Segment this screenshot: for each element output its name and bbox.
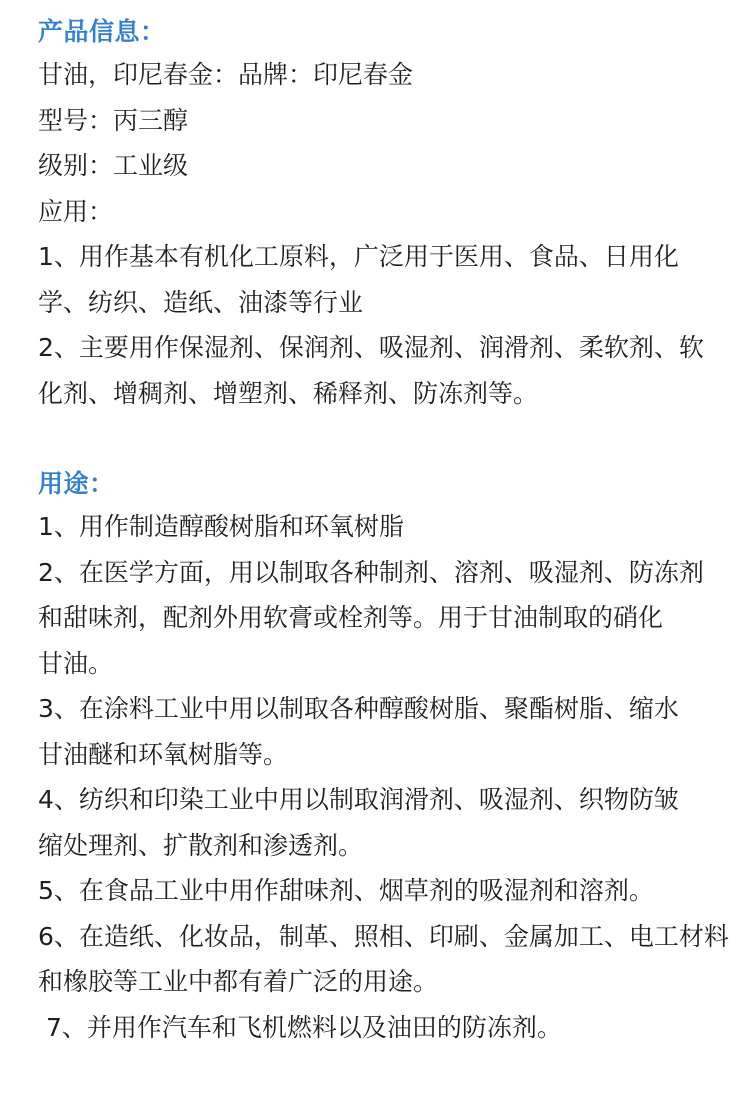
- product-info-line: 应用：: [38, 196, 114, 226]
- uses-line: 和橡胶等工业中都有着广泛的用途。: [38, 967, 439, 996]
- product-info-line: 甘油，印尼春金：品牌：印尼春金: [38, 60, 414, 89]
- uses-heading: 用途：: [38, 469, 115, 498]
- uses-line: 3、在涂料工业中用以制取各种醇酸树脂、聚酯树脂、缩水: [38, 694, 679, 723]
- product-info-line: 型号：丙三醇: [38, 105, 189, 135]
- uses-line: 6、在造纸、化妆品，制革、照相、印刷、金属加工、电工材料: [38, 921, 729, 951]
- uses-line: 4、纺织和印染工业中用以制取润滑剂、吸湿剂、织物防皱: [38, 785, 679, 814]
- uses-line: 2、在医学方面，用以制取各种制剂、溶剂、吸湿剂、防冻剂: [38, 557, 704, 587]
- uses-line: 和甜味剂，配剂外用软膏或栓剂等。用于甘油制取的硝化: [38, 603, 664, 632]
- product-info-line: 化剂、增稠剂、增塑剂、稀释剂、防冻剂等。: [38, 378, 539, 408]
- uses-line: 缩处理剂、扩散剂和渗透剂。: [38, 830, 364, 860]
- product-info-heading: 产品信息：: [38, 17, 166, 46]
- uses-line: 7、并用作汽车和飞机燃料以及油田的防冻剂。: [46, 1012, 562, 1042]
- product-info-line: 2、主要用作保湿剂、保润剂、吸湿剂、润滑剂、柔软剂、软: [38, 333, 704, 362]
- uses-line: 甘油。: [38, 648, 114, 678]
- product-info-line: 1、用作基本有机化工原料，广泛用于医用、食品、日用化: [38, 242, 679, 271]
- product-info-line: 学、纺织、造纸、油漆等行业: [38, 287, 364, 317]
- uses-line: 5、在食品工业中用作甜味剂、烟草剂的吸湿剂和溶剂。: [38, 876, 654, 905]
- uses-line: 1、用作制造醇酸树脂和环氧树脂: [38, 512, 404, 541]
- product-info-line: 级别：工业级: [38, 151, 189, 180]
- uses-line: 甘油醚和环氧树脂等。: [38, 739, 289, 769]
- section-spacer: [38, 416, 712, 464]
